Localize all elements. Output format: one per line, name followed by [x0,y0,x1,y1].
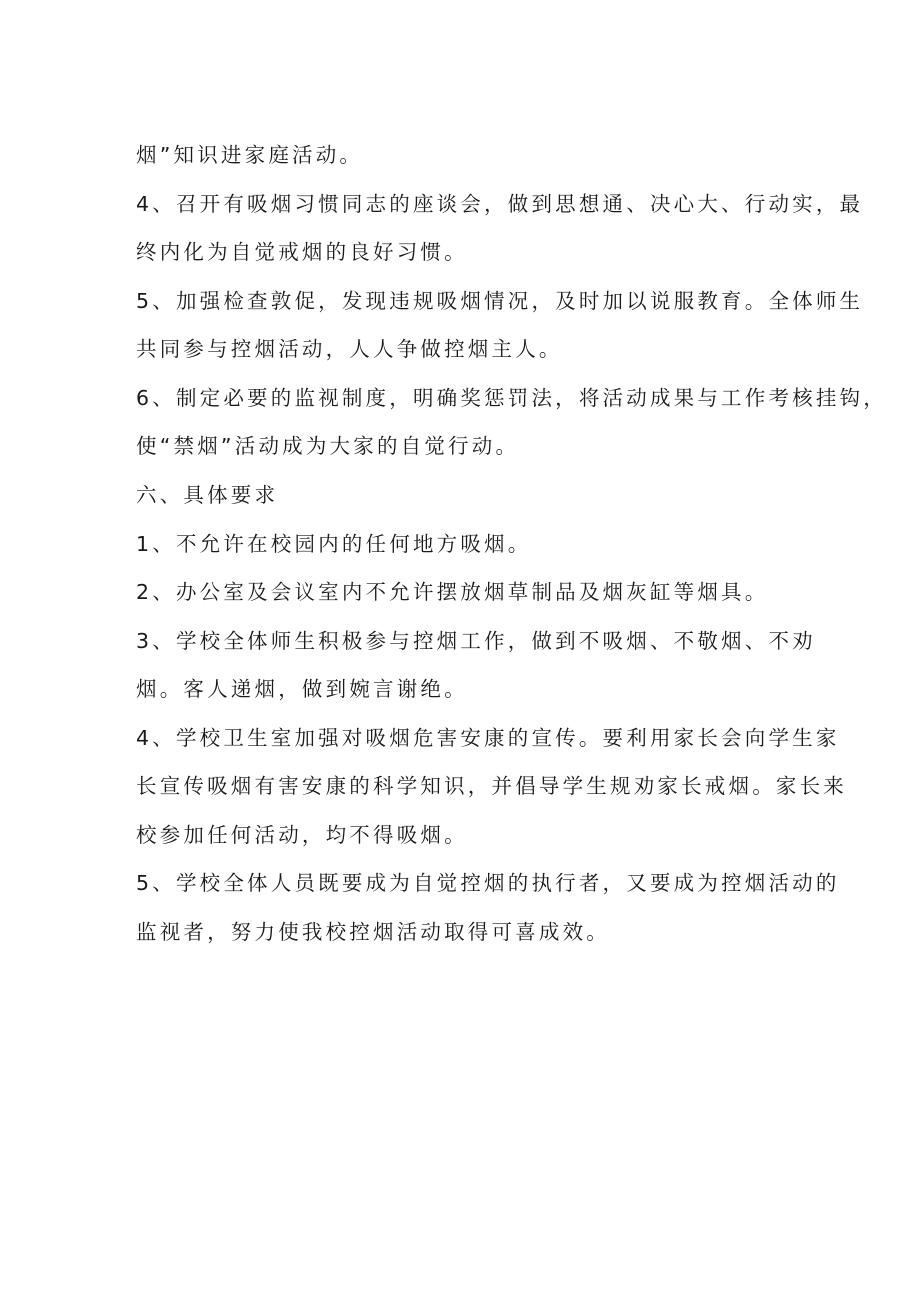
text-line: 4、学校卫生室加强对吸烟危害安康的宣传。要利用家长会向学生家 [136,726,840,750]
text-line: 共同参与控烟活动，人人争做控烟主人。 [136,337,563,361]
text-line: 5、加强检查敦促，发现违规吸烟情况，及时加以说服教育。全体师生 [136,289,864,313]
text-line: 使“禁烟”活动成为大家的自觉行动。 [136,434,520,458]
text-line: 终内化为自觉戒烟的良好习惯。 [136,240,468,264]
text-line: 2、办公室及会议室内不允许摆放烟草制品及烟灰缸等烟具。 [136,580,769,604]
text-line: 监视者，努力使我校控烟活动取得可喜成效。 [136,920,610,944]
text-line: 4、召开有吸烟习惯同志的座谈会，做到思想通、决心大、行动实，最 [136,192,864,216]
text-line: 3、学校全体师生积极参与控烟工作，做到不吸烟、不敬烟、不劝 [136,629,816,653]
text-line: 5、学校全体人员既要成为自觉控烟的执行者，又要成为控烟活动的 [136,871,840,895]
text-line: 烟”知识进家庭活动。 [136,143,364,167]
text-line: 校参加任何活动，均不得吸烟。 [136,823,468,847]
section-heading: 六、具体要求 [136,483,279,507]
text-line: 烟。客人递烟，做到婉言谢绝。 [136,677,468,701]
text-line: 长宣传吸烟有害安康的科学知识，并倡导学生规劝家长戒烟。家长来 [136,774,847,798]
text-line: 6、制定必要的监视制度，明确奖惩罚法，将活动成果与工作考核挂钩， [136,386,887,410]
text-line: 1、不允许在校园内的任何地方吸烟。 [136,532,532,556]
